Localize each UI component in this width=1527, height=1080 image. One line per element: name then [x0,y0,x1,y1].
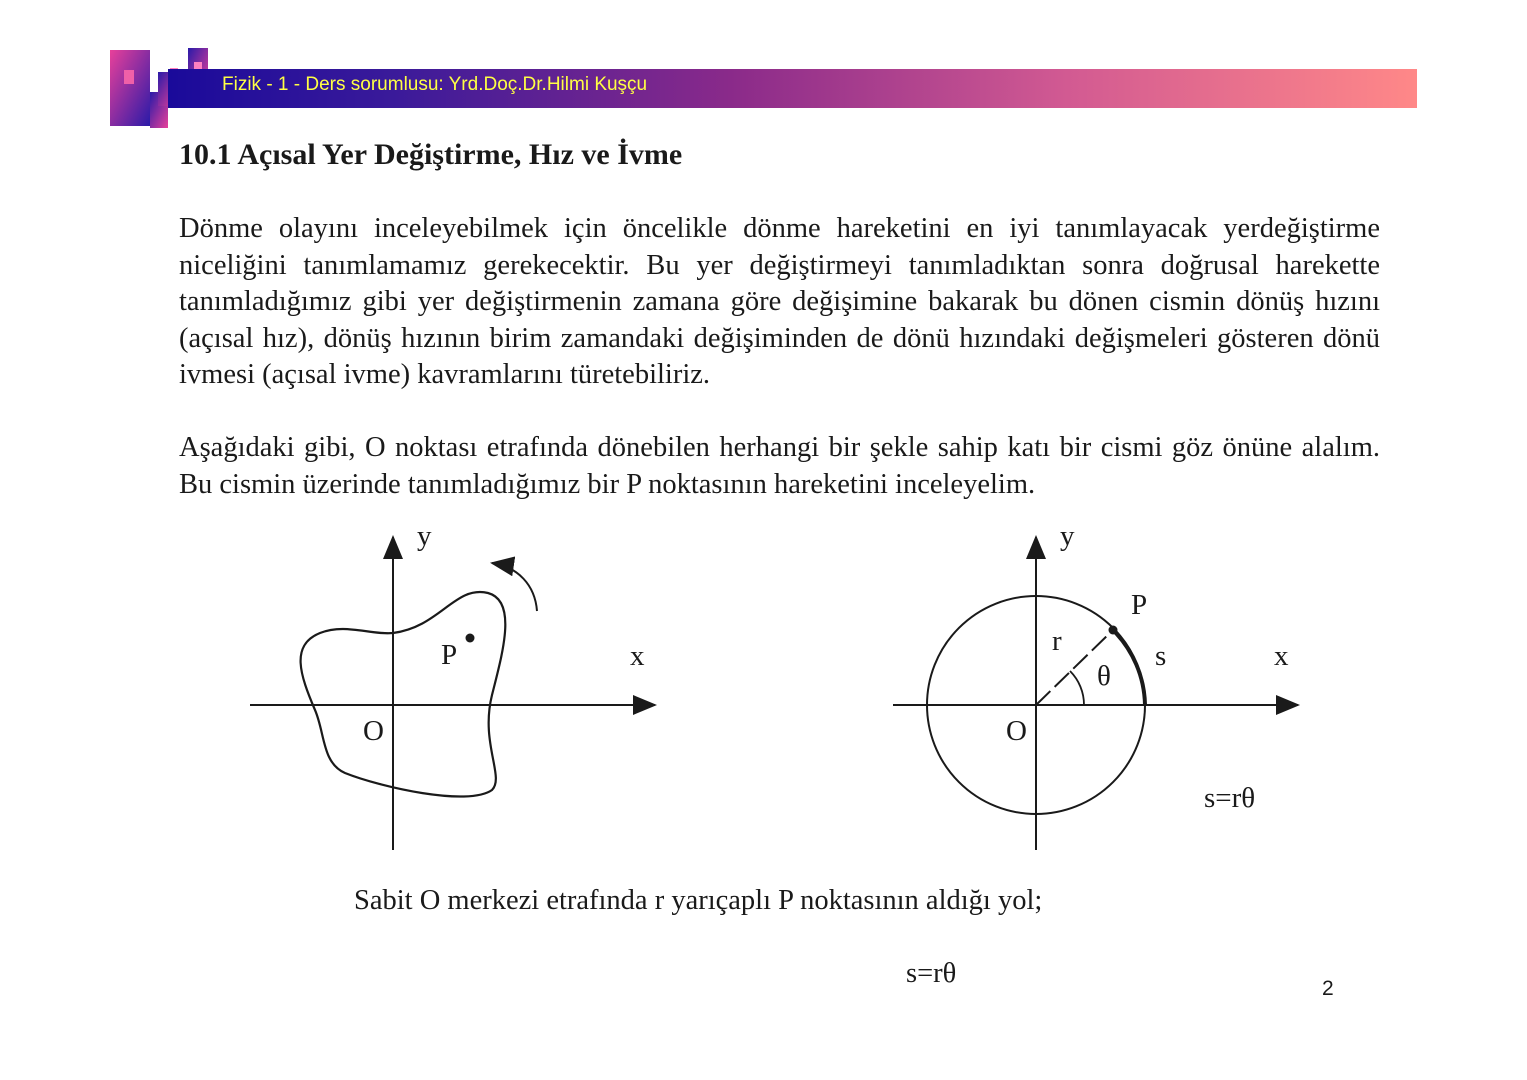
page-number: 2 [1322,977,1334,1000]
radius-label: r [1052,625,1062,657]
body-paragraph: Aşağıdaki gibi, O noktası etrafında dönebilen herhangi bir şekle sahip katı bir cismi göz önüne alalım. Bu cismin üzerinde tanımladığımız bir P noktasının hareketini inceleyelim. [179,432,1380,500]
left-y-label: y [417,520,432,552]
arc-length-formula: s=rθ [906,958,957,989]
figure-caption: Sabit O merkezi etrafında r yarıçaplı P noktasının aldığı yol; [354,885,1043,916]
right-x-label: x [1274,640,1289,672]
circle-arc-diagram [893,520,1298,850]
left-origin-label: O [363,715,384,747]
point-p-marker [466,634,475,643]
rigid-body-outline [301,592,506,797]
left-point-label: P [441,639,458,671]
angle-label: θ [1097,660,1111,692]
arc-length [1113,630,1145,705]
point-p-marker [1109,626,1118,635]
arc-label: s [1155,640,1167,672]
relation-label: s=rθ [1204,782,1256,814]
course-title: Fizik - 1 - Ders sorumlusu: Yrd.Doç.Dr.Hilmi Kuşçu [222,74,648,95]
right-y-label: y [1060,520,1075,552]
section-title: 10.1 Açısal Yer Değiştirme, Hız ve İvme [179,138,683,171]
angle-arc [1070,671,1084,705]
left-x-label: x [630,640,645,672]
rotation-figure [230,515,1330,860]
right-origin-label: O [1006,715,1027,747]
rigid-body-diagram [250,520,655,850]
right-point-label: P [1131,589,1148,621]
intro-paragraph: Dönme olayını inceleyebilmek için öncelikle dönme hareketini en iyi tanımlayacak yerdeğiştirme niceliğini tanımlamamız gerekecektir. Bu yer değiştirmeyi tanımladıktan sonra doğrusal harekette tanımladığımız gibi yer değiştirmenin zamana göre değişimine bakarak bu dönen cismin dönüş hızını (açısal hız), dönüş hızının birim zamandaki değişiminden de dönü hızındaki değişmeleri gösteren dönü ivmesi (açısal ivme) kavramlarını türetebiliriz. [179,213,1380,391]
rotation-arrow [492,563,537,611]
